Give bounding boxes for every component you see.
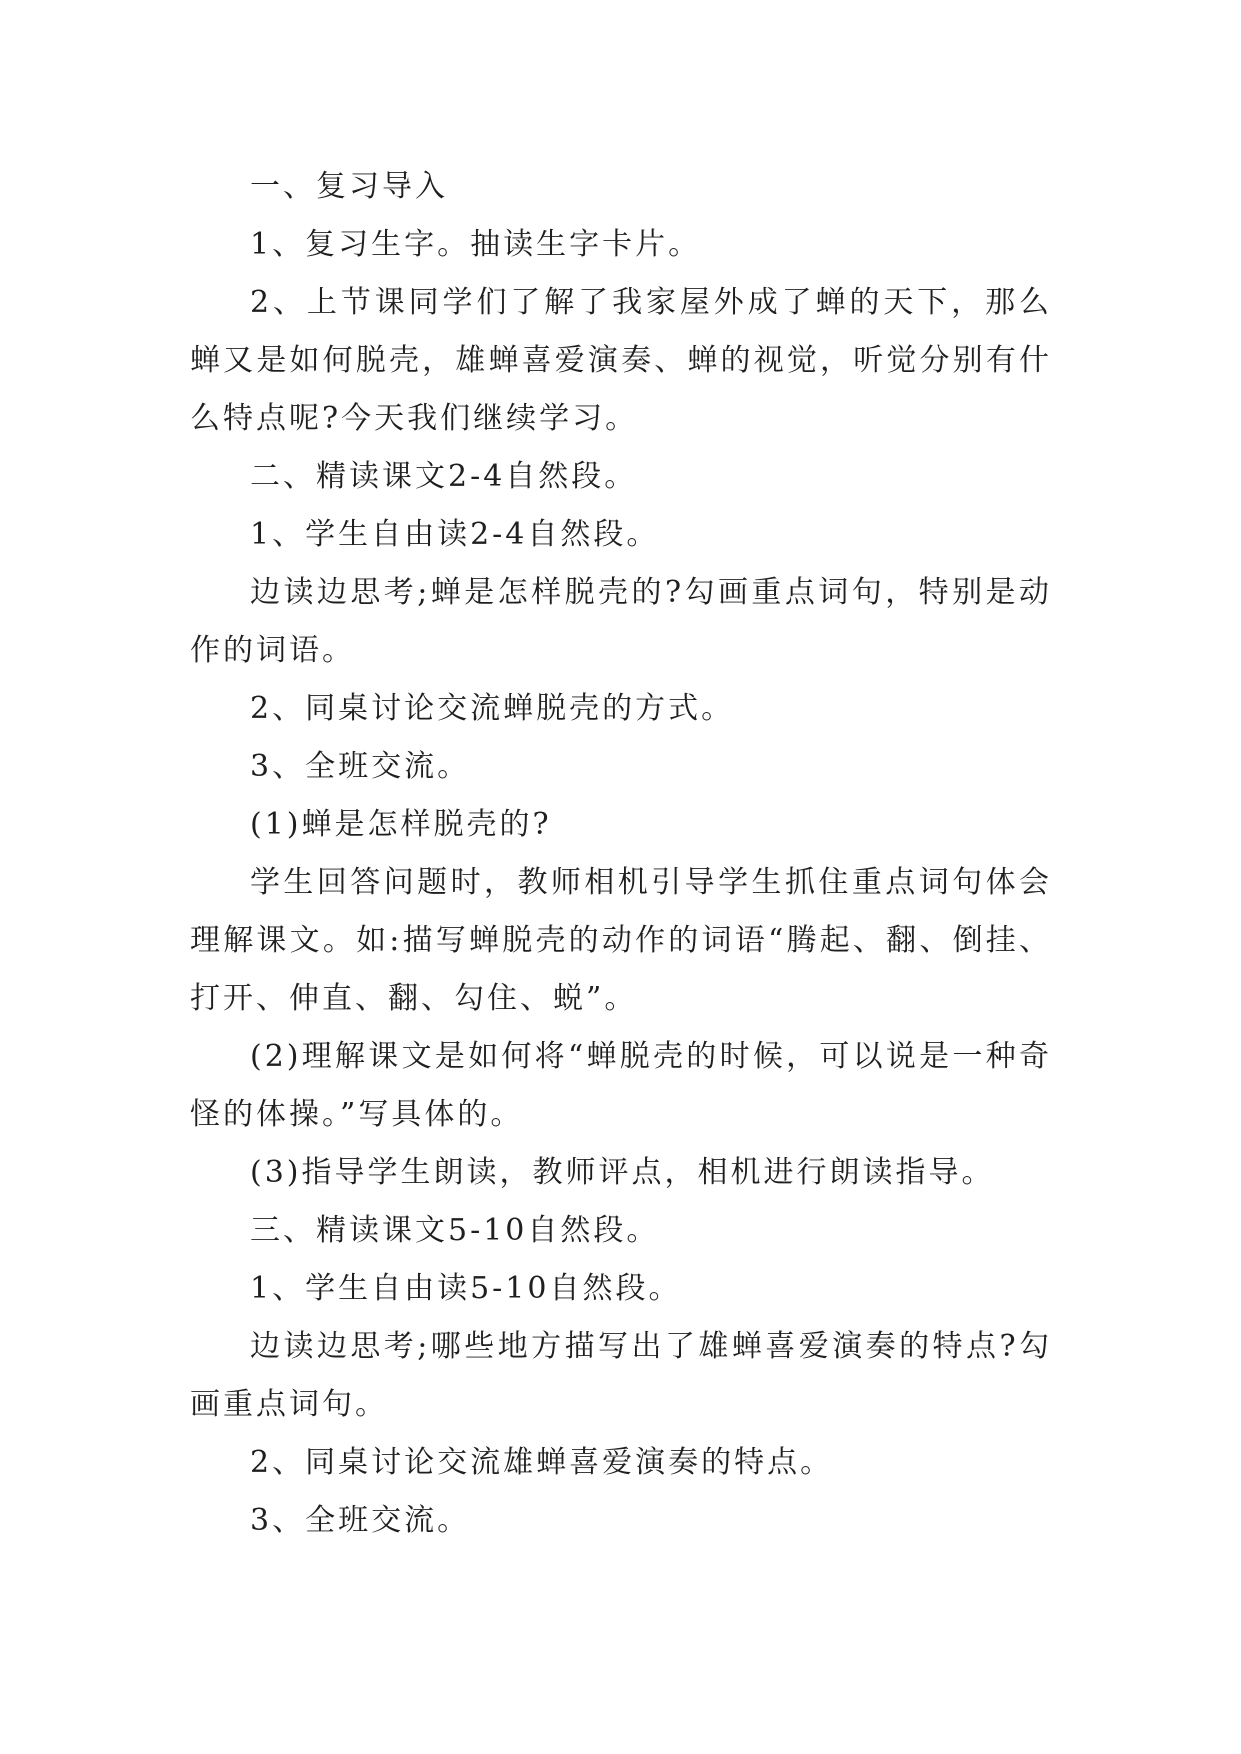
paragraph: (3)指导学生朗读，教师评点，相机进行朗读指导。 <box>250 1155 995 1190</box>
paragraph: 3、全班交流。 <box>250 1503 471 1538</box>
paragraph: 学生回答问题时，教师相机引导学生抓住重点词句体会理解课文。如:描写蝉脱壳的动作的词语“腾起、翻、倒挂、打开、伸直、翻、勾住、蜕”。 <box>190 865 1052 1016</box>
paragraph: 2、上节课同学们了解了我家屋外成了蝉的天下，那么蝉又是如何脱壳，雄蝉喜爱演奏、蝉的视觉，听觉分别有什么特点呢?今天我们继续学习。 <box>190 285 1052 436</box>
paragraph: 边读边思考;哪些地方描写出了雄蝉喜爱演奏的特点?勾画重点词句。 <box>190 1329 1052 1422</box>
paragraph: 3、全班交流。 <box>250 749 471 784</box>
document-body <box>190 158 1052 1550</box>
paragraph: 边读边思考;蝉是怎样脱壳的?勾画重点词句，特别是动作的词语。 <box>190 575 1052 668</box>
paragraph-review-intro: 一、复习导入 <box>250 169 448 204</box>
paragraph: 2、同桌讨论交流雄蝉喜爱演奏的特点。 <box>250 1445 834 1480</box>
paragraph: 1、学生自由读2-4自然段。 <box>250 517 660 552</box>
section-heading: 二、精读课文2-4自然段。 <box>250 459 638 494</box>
paragraph: (1)蝉是怎样脱壳的? <box>250 807 552 842</box>
paragraph: 1、学生自由读5-10自然段。 <box>250 1271 682 1306</box>
paragraph: 2、同桌讨论交流蝉脱壳的方式。 <box>250 691 735 726</box>
paragraph: 1、复习生字。抽读生字卡片。 <box>250 227 702 262</box>
section-heading: 三、精读课文5-10自然段。 <box>250 1213 660 1248</box>
paragraph: (2)理解课文是如何将“蝉脱壳的时候，可以说是一种奇怪的体操。”写具体的。 <box>190 1039 1052 1132</box>
